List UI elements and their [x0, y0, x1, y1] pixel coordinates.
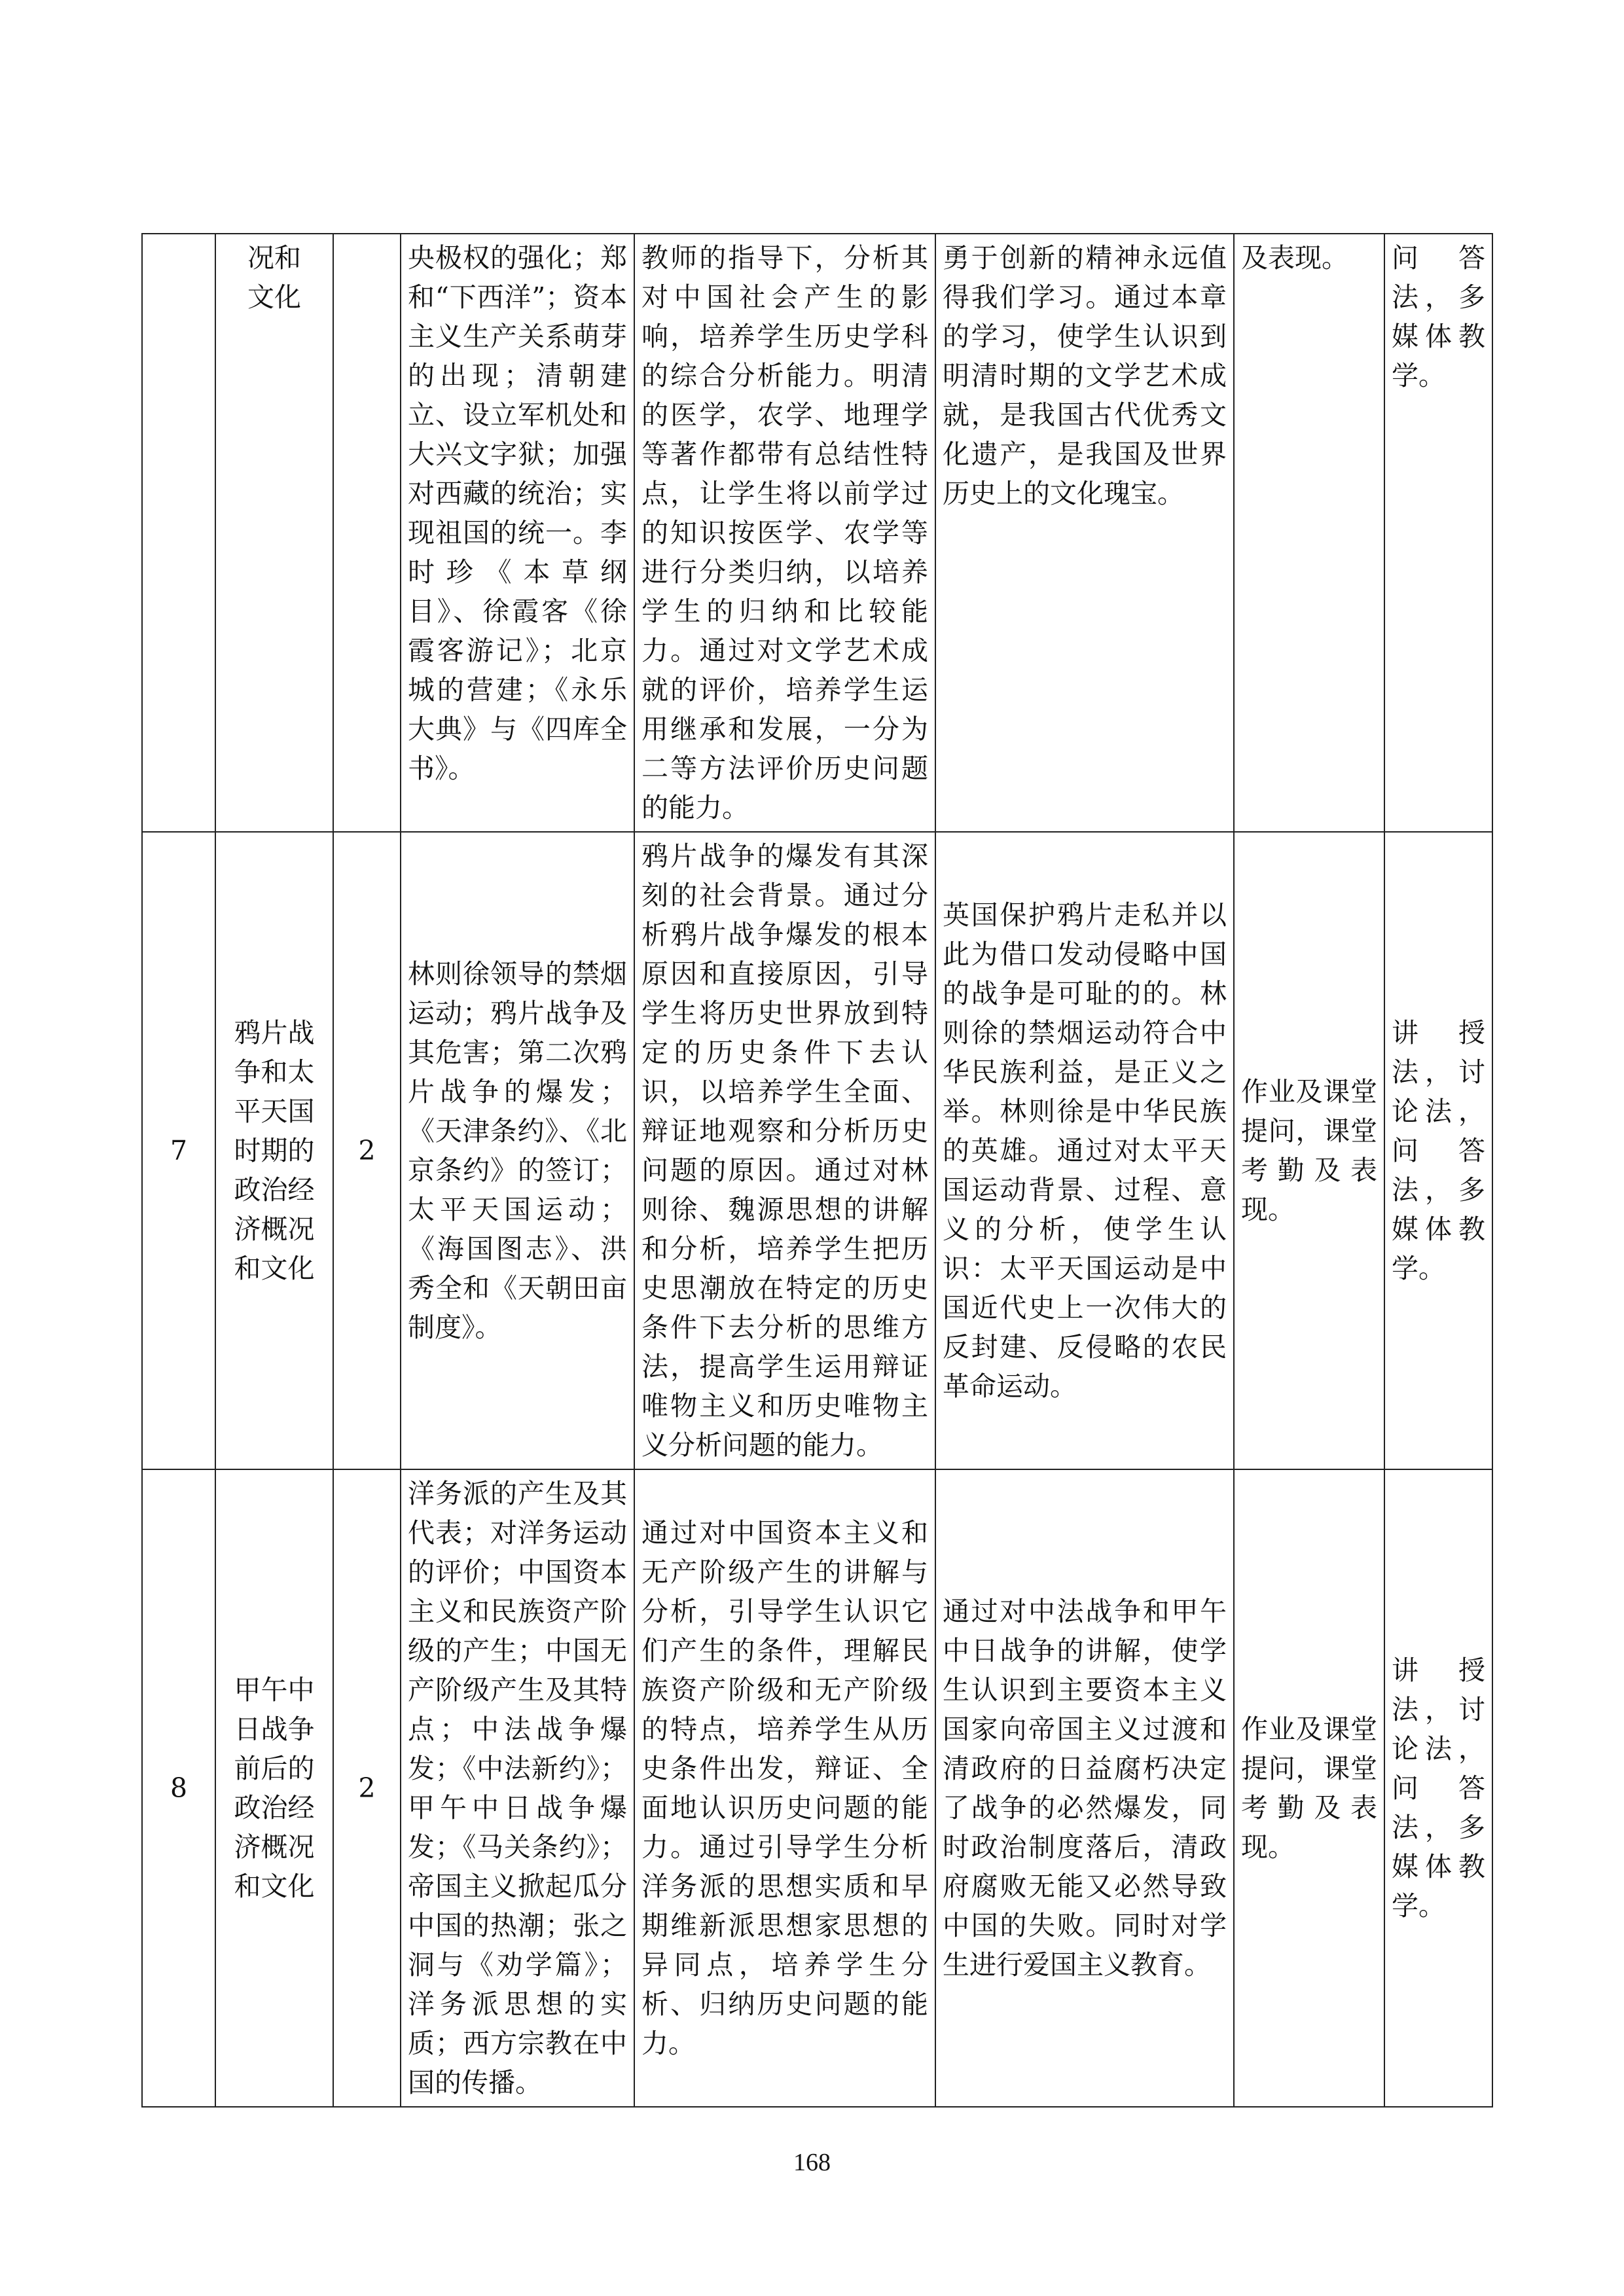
page-number: 168	[793, 2149, 831, 2176]
row-number-cell: 7	[142, 832, 215, 1469]
values-goals: 英国保护鸦片走私并以此为借口发动侵略中国的战争是可耻的的。林则徐的禁烟运动符合中华民族利益，是正义之举。林则徐是中华民族的英雄。通过对太平天国运动背景、过程、意义的分析，使学生认识：太平天国运动是中国近代史上一次伟大的反封建、反侵略的农民革命运动。	[943, 899, 1227, 1402]
assessment-cell	[1234, 234, 1384, 832]
methods-cell	[1384, 832, 1492, 1469]
ability-goals: 通过对中国资本主义和无产阶级产生的讲解与分析，引导学生认识它们产生的条件，理解民族资产阶级和无产阶级的特点，培养学生从历史条件出发，辩证、全面地认识历史问题的能力。通过引导学生分析洋务派的思想实质和早期维新派思想家思想的异同点，培养学生分析、归纳历史问题的能力。	[641, 1517, 928, 2059]
table-row	[142, 832, 1492, 1469]
table-row	[142, 1469, 1492, 2107]
values-cell	[935, 832, 1234, 1469]
hours-cell	[333, 234, 401, 832]
row-number-cell	[142, 234, 215, 832]
teaching-content: 洋务派的产生及其代表；对洋务运动的评价；中国资本主义和民族资产阶级的产生；中国无产阶级产生及其特点；中法战争爆发；《中法新约》；甲午中日战争爆发；《马关条约》；帝国主义掀起瓜分中国的热潮；张之洞与《劝学篇》；洋务派思想的实质；西方宗教在中国的传播。	[408, 1478, 627, 2098]
values-cell	[935, 1469, 1234, 2107]
content-cell	[401, 234, 634, 832]
assessment-method: 作业及课堂提问，课堂考勤及表现。	[1241, 1076, 1377, 1225]
chapter-title-cell	[215, 832, 333, 1469]
teaching-methods: 讲授法，讨论法，问答法，多媒体教学。	[1392, 1655, 1485, 1922]
assessment-cell	[1234, 1469, 1384, 2107]
ability-goals: 鸦片战争的爆发有其深刻的社会背景。通过分析鸦片战争爆发的根本原因和直接原因，引导学生将历史世界放到特定的历史条件下去认识，以培养学生全面、辩证地观察和分析历史问题的原因。通过对林则徐、魏源思想的讲解和分析，培养学生把历史思潮放在特定的历史条件下去分析的思维方法，提高学生运用辩证唯物主义和历史唯物主义分析问题的能力。	[641, 840, 928, 1461]
assessment-cell	[1234, 832, 1384, 1469]
content-cell	[401, 832, 634, 1469]
assessment-method: 及表现。	[1241, 242, 1348, 274]
assessment-method: 作业及课堂提问，课堂考勤及表现。	[1241, 1713, 1377, 1863]
syllabus-table	[141, 233, 1493, 2108]
chapter-title-cell	[215, 1469, 333, 2107]
ability-cell	[634, 234, 935, 832]
table-row	[142, 234, 1492, 832]
teaching-methods: 讲授法，讨论法，问答法，多媒体教学。	[1392, 1017, 1485, 1284]
chapter-title: 鸦片战争和太平天国时期的政治经济概况和文化	[234, 1017, 315, 1284]
content-cell	[401, 1469, 634, 2107]
teaching-content: 林则徐领导的禁烟运动；鸦片战争及其危害；第二次鸦片战争的爆发；《天津条约》、《北京条约》的签订；太平天国运动；《海国图志》、洪秀全和《天朝田亩制度》。	[408, 958, 627, 1343]
chapter-title: 甲午中日战争前后的政治经济概况和文化	[234, 1674, 315, 1902]
values-cell	[935, 234, 1234, 832]
hours-cell: 2	[333, 1469, 401, 2107]
chapter-title-cell	[215, 234, 333, 832]
ability-cell	[634, 1469, 935, 2107]
row-number-cell: 8	[142, 1469, 215, 2107]
methods-cell	[1384, 234, 1492, 832]
methods-cell	[1384, 1469, 1492, 2107]
chapter-title: 况和 文化	[247, 242, 301, 313]
values-goals: 勇于创新的精神永远值得我们学习。通过本章的学习，使学生认识到明清时期的文学艺术成就，是我国古代优秀文化遗产，是我国及世界历史上的文化瑰宝。	[943, 242, 1227, 509]
teaching-methods: 问答法，多媒体教学。	[1392, 242, 1485, 391]
hours-cell: 2	[333, 832, 401, 1469]
ability-goals: 教师的指导下，分析其对中国社会产生的影响，培养学生历史学科的综合分析能力。明清的医学，农学、地理学等著作都带有总结性特点，让学生将以前学过的知识按医学、农学等进行分类归纳，以培养学生的归纳和比较能力。通过对文学艺术成就的评价，培养学生运用继承和发展，一分为二等方法评价历史问题的能力。	[641, 242, 928, 823]
values-goals: 通过对中法战争和甲午中日战争的讲解，使学生认识到主要资本主义国家向帝国主义过渡和清政府的日益腐朽决定了战争的必然爆发，同时政治制度落后，清政府腐败无能又必然导致中国的失败。同时对学生进行爱国主义教育。	[943, 1596, 1227, 1981]
ability-cell	[634, 832, 935, 1469]
teaching-content: 央极权的强化；郑和“下西洋”；资本主义生产关系萌芽的出现；清朝建立、设立军机处和大兴文字狱；加强对西藏的统治；实现祖国的统一。李时珍《本草纲目》、徐霞客《徐霞客游记》；北京城的营建；《永乐大典》与《四库全书》。	[408, 242, 627, 784]
